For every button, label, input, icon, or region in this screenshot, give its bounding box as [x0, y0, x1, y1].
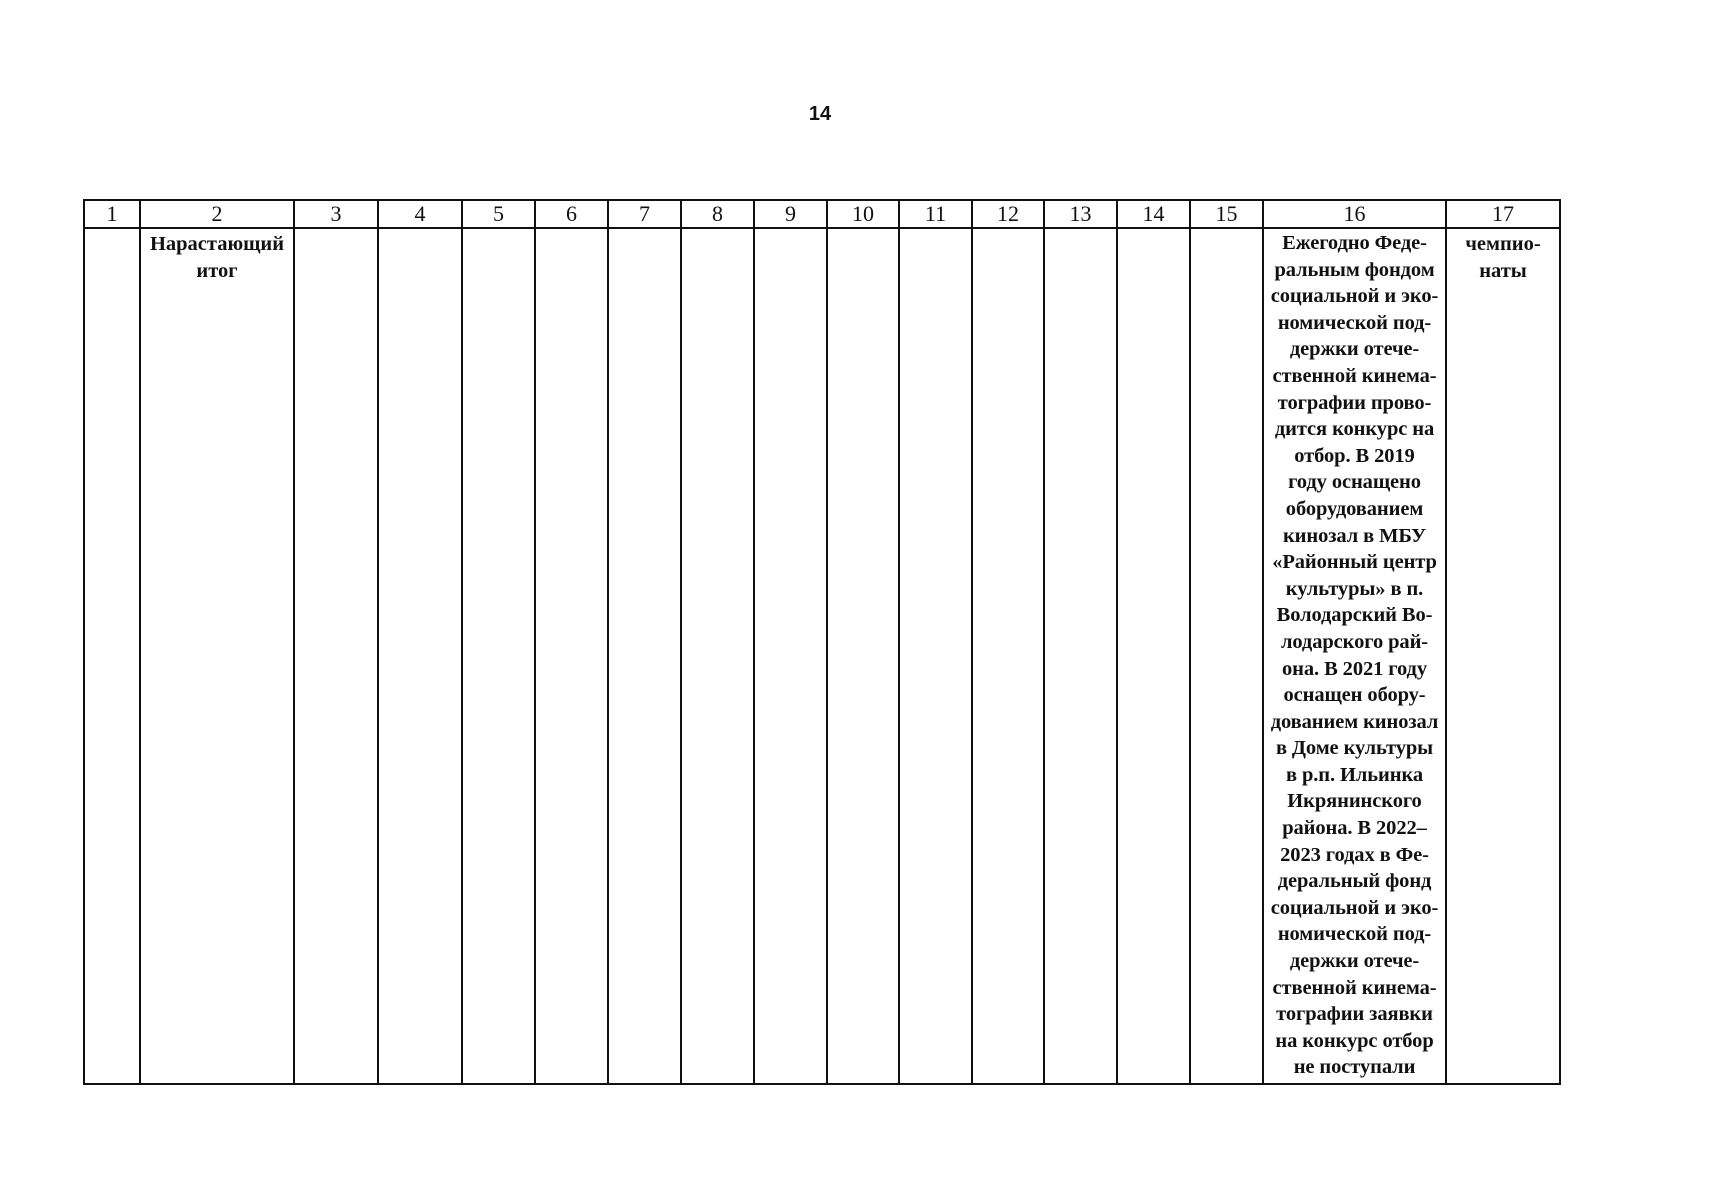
- column-header-11: 11: [899, 200, 972, 228]
- column-header-10: 10: [827, 200, 899, 228]
- table-row: [84, 228, 1560, 1084]
- cell-col-1: [84, 228, 140, 1084]
- cell-col-7: [608, 228, 681, 1084]
- column-header-1: 1: [84, 200, 140, 228]
- column-header-2: 2: [140, 200, 294, 228]
- cell-col-10: [827, 228, 899, 1084]
- cell-col-12: [972, 228, 1044, 1084]
- championships-label: чемпио- наты: [1465, 233, 1541, 282]
- header-row: [84, 200, 1560, 228]
- cell-col-5: [462, 228, 535, 1084]
- cell-col-13: [1044, 228, 1117, 1084]
- cell-col-2: [140, 228, 294, 1084]
- column-header-9: 9: [754, 200, 827, 228]
- column-header-8: 8: [681, 200, 754, 228]
- column-header-6: 6: [535, 200, 608, 228]
- cell-col-6: [535, 228, 608, 1084]
- cumulative-total-label: Нарастающий итог: [149, 233, 285, 282]
- column-header-14: 14: [1117, 200, 1190, 228]
- page-number: 14: [808, 103, 832, 125]
- cell-col-11: [899, 228, 972, 1084]
- cell-col-9: [754, 228, 827, 1084]
- column-header-12: 12: [972, 200, 1044, 228]
- cell-col-3: [294, 228, 378, 1084]
- cinema-fund-note: Ежегодно Феде- ральным фондом социальной и эко- номической под- держки отече- ственной кинема- тографии прово- дится конкурс на отбор. В 2019 году оснащено оборудованием кинозал в МБУ «Районный центр культуры» в п. Володарский Во- лодарского рай- она. В 2021 году оснащен обору- дованием кинозал в Доме культуры в р.п. Ильинка Икрянинского района. В 2022– 2023 годах в Фе- деральный фонд социальной и эко- номической под- держки отече- ственной кинема- тографии заявки на конкурс отбор не поступали: [1270, 232, 1439, 1079]
- cell-col-8: [681, 228, 754, 1084]
- column-header-3: 3: [294, 200, 378, 228]
- data-table: [83, 199, 1561, 1085]
- cell-col-16: [1263, 228, 1446, 1084]
- cell-col-17: [1446, 228, 1560, 1084]
- cell-col-14: [1117, 228, 1190, 1084]
- column-header-4: 4: [378, 200, 462, 228]
- column-header-13: 13: [1044, 200, 1117, 228]
- cell-col-15: [1190, 228, 1263, 1084]
- column-header-17: 17: [1446, 200, 1560, 228]
- column-header-5: 5: [462, 200, 535, 228]
- column-header-7: 7: [608, 200, 681, 228]
- column-header-16: 16: [1263, 200, 1446, 228]
- column-header-15: 15: [1190, 200, 1263, 228]
- cell-col-4: [378, 228, 462, 1084]
